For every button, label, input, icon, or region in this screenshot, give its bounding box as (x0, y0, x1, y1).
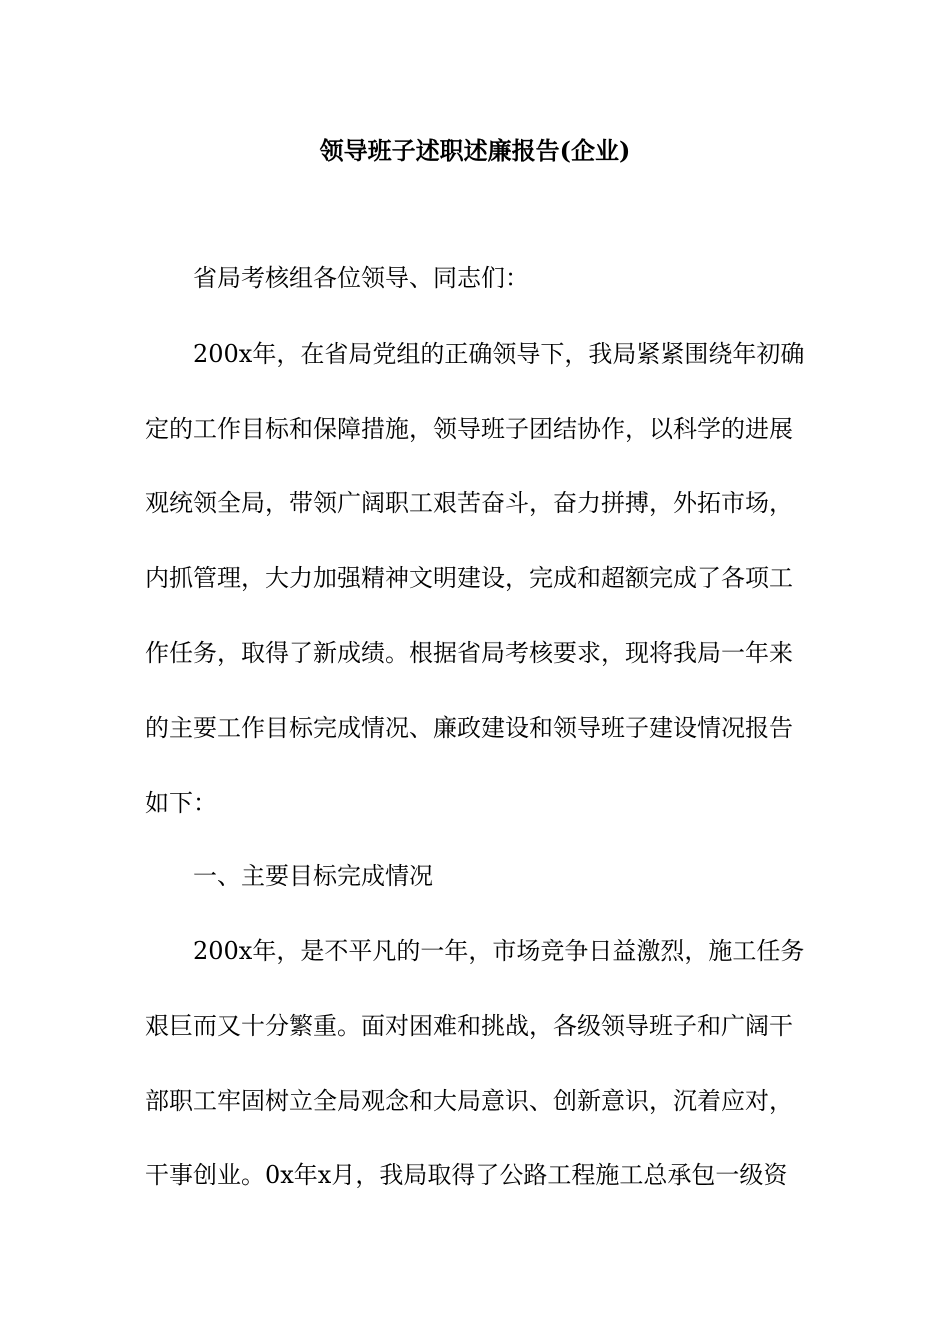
paragraph-2-line-1: 200x年，是不平凡的一年，市场竞争日益激烈，施工任务 (193, 937, 805, 965)
paragraph-1-line-6: 的主要工作目标完成情况、廉政建设和领导班子建设情况报告 (145, 714, 793, 742)
paragraph-2-line-4: 干事创业。0x年x月，我局取得了公路工程施工总承包一级资 (145, 1161, 788, 1189)
paragraph-1-line-5: 作任务，取得了新成绩。根据省局考核要求，现将我局一年来 (145, 639, 793, 667)
section-heading-1: 一、主要目标完成情况 (193, 862, 433, 890)
paragraph-2-line-3: 部职工牢固树立全局观念和大局意识、创新意识，沉着应对， (145, 1087, 793, 1115)
paragraph-1-line-2: 定的工作目标和保障措施，领导班子团结协作，以科学的进展 (145, 415, 793, 443)
salutation-line: 省局考核组各位领导、同志们： (193, 264, 529, 292)
paragraph-1-line-7: 如下： (145, 789, 217, 817)
paragraph-1-line-4: 内抓管理，大力加强精神文明建设，完成和超额完成了各项工 (145, 564, 793, 592)
document-title: 领导班子述职述廉报告(企业) (319, 136, 631, 165)
paragraph-2-line-2: 艰巨而又十分繁重。面对困难和挑战，各级领导班子和广阔干 (145, 1012, 793, 1040)
paragraph-1-line-1: 200x年，在省局党组的正确领导下，我局紧紧围绕年初确 (193, 340, 805, 368)
paragraph-1-line-3: 观统领全局，带领广阔职工艰苦奋斗，奋力拼搏，外拓市场， (145, 489, 793, 517)
